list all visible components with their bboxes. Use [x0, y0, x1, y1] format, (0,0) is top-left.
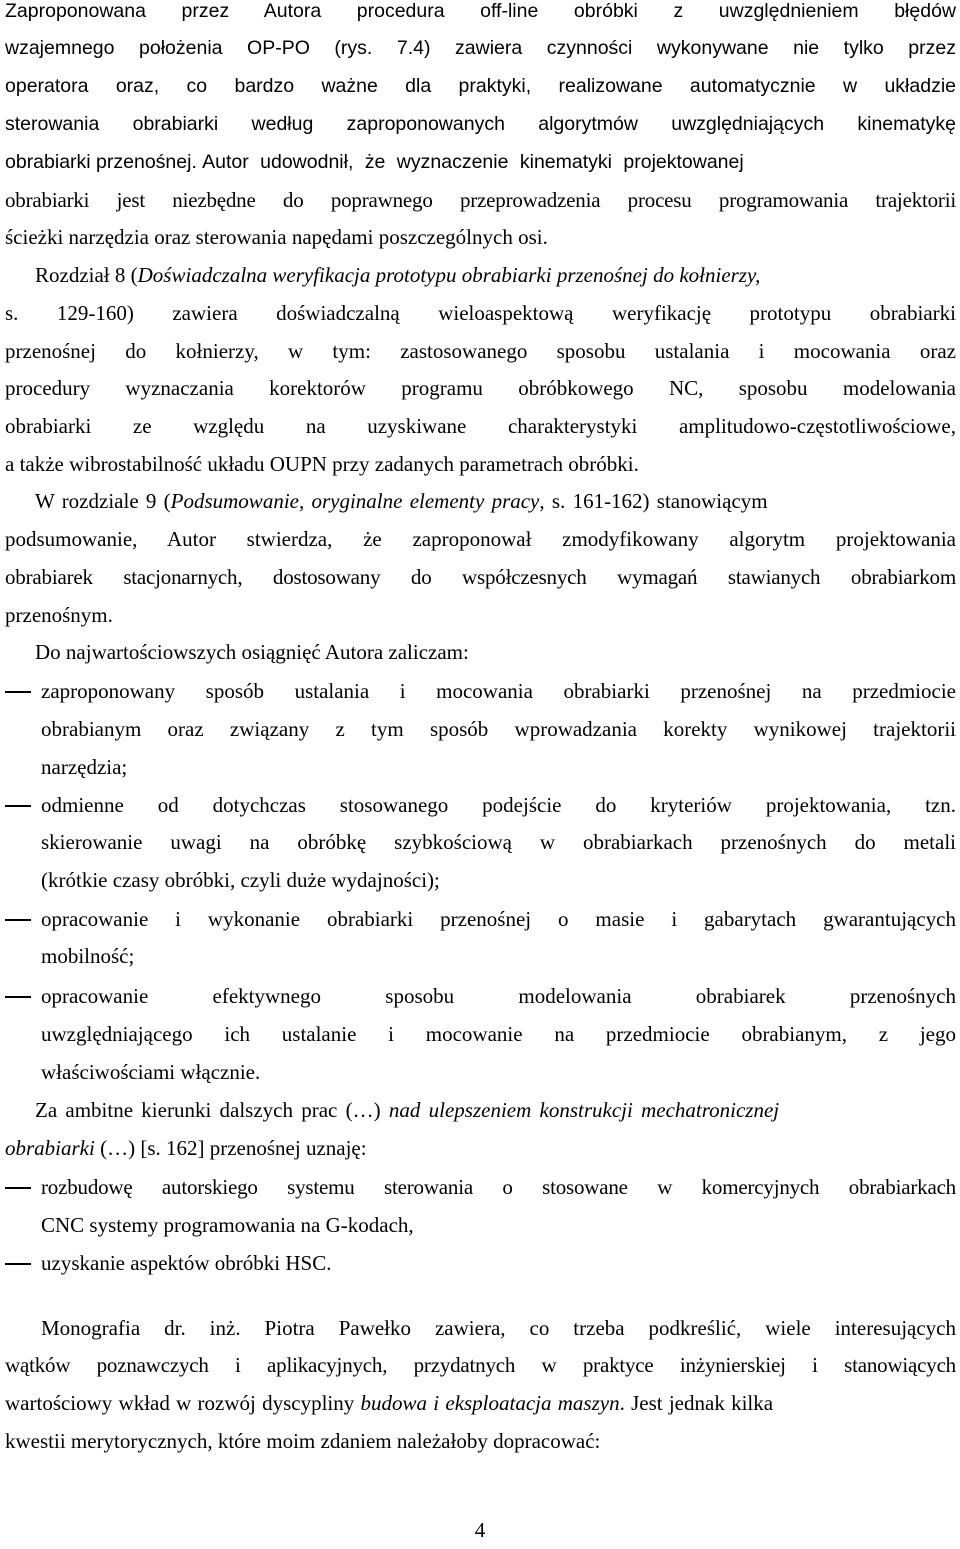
list-item-line: obrabianym oraz związany z tym sposób wprowadzania korekty wynikowej trajektorii: [41, 717, 956, 741]
text-line: podsumowanie, Autor stwierdza, że zaproponował zmodyfikowany algorytm projektowania: [5, 527, 956, 551]
text-line: Monografia dr. inż. Piotra Pawełko zawiera, co trzeba podkreślić, wiele interesujących: [41, 1316, 956, 1340]
list-item-line: odmienne od dotychczas stosowanego podejście do kryteriów projektowania, tzn.: [41, 793, 956, 817]
text-line: przenośnej do kołnierzy, w tym: zastosowanego sposobu ustalania i mocowania oraz: [5, 339, 956, 363]
list-item-line: właściwościami włącznie.: [41, 1060, 261, 1084]
list-item-line: rozbudowę autorskiego systemu sterowania o stosowane w komercyjnych obrabiarkach: [41, 1175, 956, 1199]
dash-bullet-icon: [5, 996, 31, 998]
list-item-line: opracowanie efektywnego sposobu modelowania obrabiarek przenośnych: [41, 984, 956, 1008]
text-line: operatora oraz, co bardzo ważne dla praktyki, realizowane automatycznie w układzie: [5, 75, 956, 97]
text-line-mixed: [5, 1129, 956, 1167]
dash-bullet-icon: [5, 805, 31, 807]
text-span: Rozdział 8 (: [35, 263, 138, 287]
text-line: obrabiarki ze względu na uzyskiwane charakterystyki amplitudowo-częstotliwościowe,: [5, 414, 956, 438]
text-line: sterowania obrabiarki według zaproponowanych algorytmów uwzględniających kinematykę: [5, 113, 956, 135]
page-number: 4: [474, 1518, 486, 1542]
text-span: , s. 161-162) stanowiącym: [539, 489, 768, 513]
text-line: wątków poznawczych i aplikacyjnych, przydatnych w praktyce inżynierskiej i stanowiących: [5, 1353, 956, 1377]
list-item-line: opracowanie i wykonanie obrabiarki przenośnej o masie i gabarytach gwarantujących: [41, 907, 956, 931]
text-line-mixed: [5, 142, 956, 180]
text-span: W rozdziale 9 (: [35, 489, 171, 513]
quote-italic: obrabiarki: [5, 1136, 95, 1160]
list-item-line: (krótkie czasy obróbki, czyli duże wydajności);: [41, 868, 440, 892]
text-line: obrabiarek stacjonarnych, dostosowany do współczesnych wymagań stawianych obrabiarkom: [5, 565, 956, 589]
dash-bullet-icon: [5, 1263, 31, 1265]
text-line: Zaproponowana przez Autora procedura off-line obróbki z uwzględnieniem błędów: [5, 0, 956, 22]
list-item-line: CNC systemy programowania na G-kodach,: [41, 1213, 414, 1237]
text-span: . Jest jednak kilka: [619, 1391, 774, 1415]
text-line: s. 129-160) zawiera doświadczalną wieloaspektową weryfikację prototypu obrabiarki: [5, 301, 956, 325]
list-item-line: zaproponowany sposób ustalania i mocowania obrabiarki przenośnej na przedmiocie: [41, 679, 956, 703]
text-line-mixed: [35, 256, 956, 294]
text-line: kwestii merytorycznych, które moim zdaniem należałoby dopracować:: [5, 1429, 601, 1453]
text-line-mixed: [35, 1091, 956, 1129]
discipline-italic: budowa i eksploatacja maszyn: [360, 1391, 620, 1415]
list-item-line: narzędzia;: [41, 755, 128, 779]
quote-italic: nad ulepszeniem konstrukcji mechatronicznej: [388, 1098, 780, 1122]
list-item-line: mobilność;: [41, 944, 135, 968]
list-item-line: uzyskanie aspektów obróbki HSC.: [41, 1251, 332, 1275]
text-line-mixed: [5, 1384, 956, 1422]
text-span: wartościowy wkład w rozwój dyscypliny: [5, 1391, 355, 1415]
list-item-line: uwzględniającego ich ustalanie i mocowanie na przedmiocie obrabianym, z jego: [41, 1022, 956, 1046]
text-line: ścieżki narzędzia oraz sterowania napędami poszczególnych osi.: [5, 225, 548, 249]
text-line: Do najwartościowszych osiągnięć Autora zaliczam:: [35, 640, 469, 664]
text-span: Autor udowodnił, że wyznaczenie kinematyki projektowanej: [202, 151, 744, 173]
section-title-italic: Doświadczalna weryfikacja prototypu obrabiarki przenośnej do kołnierzy,: [137, 263, 761, 287]
text-line: obrabiarki jest niezbędne do poprawnego przeprowadzenia procesu programowania trajektorii: [5, 188, 956, 212]
text-span: obrabiarki przenośnej.: [5, 151, 197, 173]
text-line: procedury wyznaczania korektorów programu obróbkowego NC, sposobu modelowania: [5, 376, 956, 400]
text-line: wzajemnego położenia OP-PO (rys. 7.4) zawiera czynności wykonywane nie tylko przez: [5, 37, 956, 59]
dash-bullet-icon: [5, 1187, 31, 1189]
dash-bullet-icon: [5, 919, 31, 921]
dash-bullet-icon: [5, 691, 31, 693]
list-item-line: skierowanie uwagi na obróbkę szybkościową w obrabiarkach przenośnych do metali: [41, 830, 956, 854]
text-line: przenośnym.: [5, 603, 113, 627]
text-line-mixed: [35, 482, 956, 520]
text-line: a także wibrostabilność układu OUPN przy zadanych parametrach obróbki.: [5, 452, 639, 476]
text-span: Za ambitne kierunki dalszych prac (…): [35, 1098, 381, 1122]
section-title-italic: Podsumowanie, oryginalne elementy pracy: [170, 489, 540, 513]
text-span: (…) [s. 162] przenośnej uznaję:: [100, 1136, 367, 1160]
